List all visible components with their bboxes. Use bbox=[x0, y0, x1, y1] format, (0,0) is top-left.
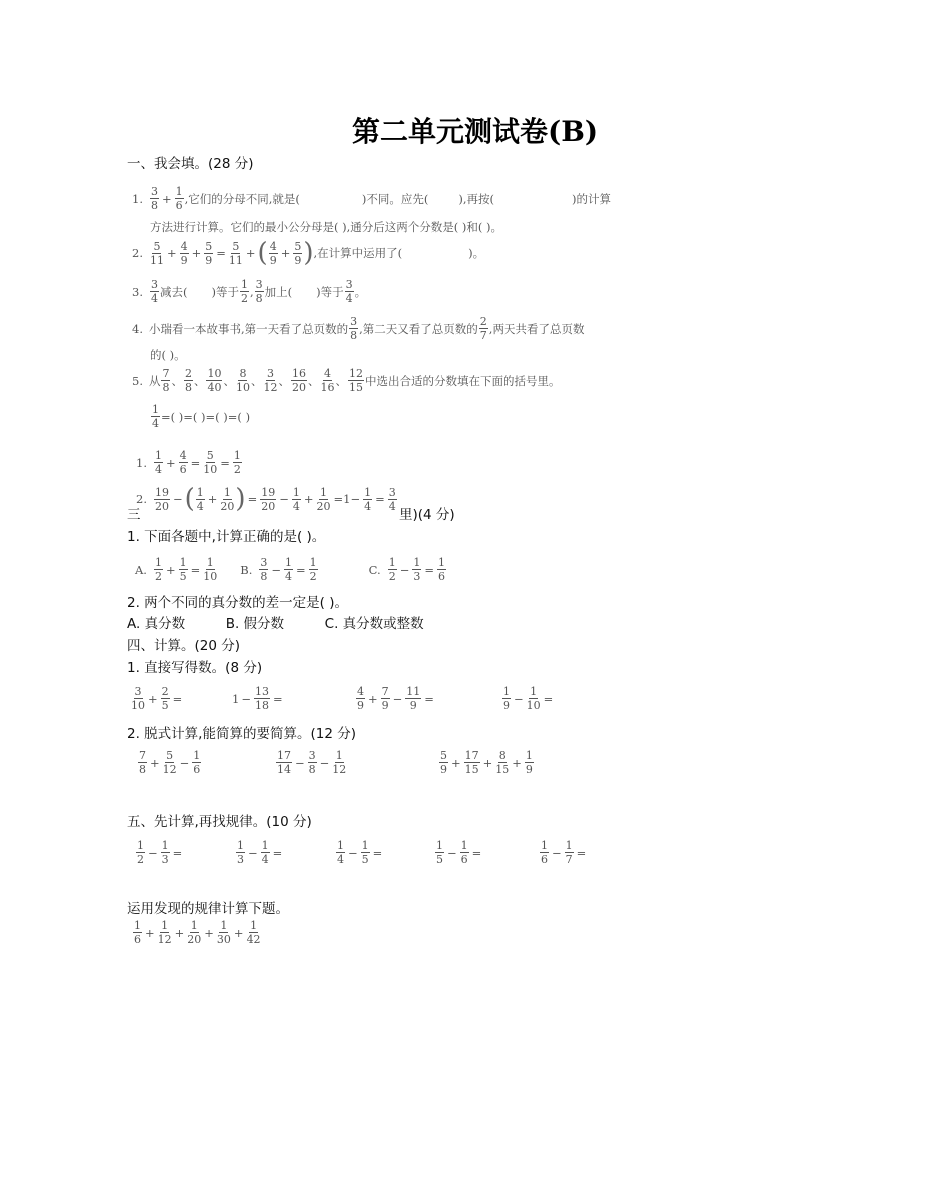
section-3-heading-tail: 里)(4 分) bbox=[399, 507, 455, 523]
option-c-label: C. bbox=[368, 562, 381, 577]
direct-calc-1: 3 10 + $\frac{2}{5}$ = bbox=[131, 685, 183, 712]
judge-item-2: 2. 19 20 − ( 1 4 + $\frac{1}{20}$ ) = $\frac{19}{20}$ − $\frac{1}{4}$ + $\frac{1}{20}$ =1− $\frac{1}{4}$ = $\frac{3}{4}$ bbox=[136, 484, 396, 514]
pattern-sum: 1 6 + $\frac{1}{12}$ + $\frac{1}{20}$ + $\frac{1}{30}$ + $\frac{1}{42}$ bbox=[134, 919, 261, 946]
direct-calc-4: 1 9 − $\frac{1}{10}$ = bbox=[503, 685, 554, 712]
fraction-option: 16 20 bbox=[291, 367, 306, 394]
step-calc-3: 5 9 + $\frac{17}{15}$ + $\frac{8}{15}$ + $\frac{1}{9}$ bbox=[440, 749, 533, 776]
fraction-list: 7 8 、 2 8 、 10 40 、 8 10 、 3 12 、 16 20 、 4 16 、 12 15 bbox=[162, 367, 363, 394]
section-3-heading-prefix: 三 bbox=[127, 507, 141, 523]
option-a: A. 真分数 bbox=[127, 616, 186, 632]
pattern-calc-4: 1 5 − $\frac{1}{6}$ = bbox=[436, 839, 482, 866]
page-title: 第二单元测试卷(B) bbox=[352, 115, 599, 148]
choice-question-1: 1. 下面各题中,计算正确的是( )。 bbox=[127, 529, 326, 545]
choice-question-2: 2. 两个不同的真分数的差一定是( )。 bbox=[127, 595, 348, 611]
pattern-calc-3: 1 4 − $\frac{1}{5}$ = bbox=[337, 839, 383, 866]
fill-question-4: 4. 小瑞看一本故事书,第一天看了总页数的 3 8 ,第二天又看了总页数的 2 7 ,两天共看了总页数 bbox=[132, 315, 585, 342]
fraction-option: 3 12 bbox=[263, 367, 278, 394]
section-5-heading: 五、先计算,再找规律。(10 分) bbox=[127, 814, 312, 830]
judge-item-1: 1. 1 4 + $\frac{4}{6}$ = $\frac{5}{10}$ = $\frac{1}{2}$ bbox=[136, 449, 241, 476]
section-1-heading: 一、我会填。(28 分) bbox=[127, 156, 254, 172]
choice-question-2-options bbox=[127, 612, 424, 632]
question-number: 1. bbox=[132, 191, 143, 206]
option-b-label: B. bbox=[240, 562, 253, 577]
fill-question-4-line-2: 的( )。 bbox=[150, 348, 186, 362]
fraction: 3 8 bbox=[150, 185, 158, 212]
fill-question-2: 2. 5 11 + $\frac{4}{9}$ + $\frac{5}{9}$ = $\frac{5}{11}$ + ( 4 9 + $\frac{5}{9}$ ) ,在计算中运用了( )。 bbox=[132, 238, 485, 268]
direct-calc-2: 1 − $\frac{13}{18}$ = bbox=[232, 685, 283, 712]
fill-question-5-equation: $\frac{1}{4}$ =( )=( )=( )=( ) bbox=[152, 403, 251, 430]
section-4-heading: 四、计算。(20 分) bbox=[127, 638, 241, 654]
calc-sub-2: 2. 脱式计算,能简算的要简算。(12 分) bbox=[127, 726, 356, 742]
fraction-option: 2 8 bbox=[184, 367, 192, 394]
fill-question-1: 1. 3 8 + $\frac{1}{6}$ ,它们的分母不同,就是( )不同。应先( ),再按( )的计算 bbox=[132, 185, 612, 212]
fraction-option: 8 10 bbox=[235, 367, 250, 394]
fill-question-5: 5. 从 7 8 、 2 8 、 10 40 、 8 10 、 3 12 、 16 20 、 4 16 、 12 15 中选出合适的分数填在下面的括号里。 bbox=[132, 367, 561, 394]
fraction-option: 12 15 bbox=[348, 367, 363, 394]
pattern-calc-5: 1 6 − $\frac{1}{7}$ = bbox=[541, 839, 587, 866]
fraction-option: 7 8 bbox=[162, 367, 170, 394]
pattern-calc-2: 1 3 − $\frac{1}{4}$ = bbox=[237, 839, 283, 866]
step-calc-1: 7 8 + $\frac{5}{12}$ − $\frac{1}{6}$ bbox=[139, 749, 201, 776]
calc-sub-1: 1. 直接写得数。(8 分) bbox=[127, 660, 263, 676]
option-b: B. 假分数 bbox=[225, 616, 285, 632]
fraction-option: 10 40 bbox=[207, 367, 222, 394]
choice-question-1-options: A. 1 2 + $\frac{1}{5}$ = $\frac{1}{10}$ B. 3 8 − $\frac{1}{4}$ = $\frac{1}{2}$ C. 1 2 − $\frac{1}{3}$ = $\frac{1}{6}$ bbox=[135, 556, 445, 583]
pattern-note: 运用发现的规律计算下题。 bbox=[127, 901, 289, 917]
fraction-option: 4 16 bbox=[320, 367, 335, 394]
fill-question-1-line-2: 方法进行计算。它们的最小公分母是( ),通分后这两个分数是( )和( )。 bbox=[150, 220, 503, 234]
step-calc-2: 17 14 − $\frac{3}{8}$ − $\frac{1}{12}$ bbox=[277, 749, 347, 776]
direct-calc-3: 4 9 + $\frac{7}{9}$ − $\frac{11}{9}$ = bbox=[357, 685, 434, 712]
pattern-calc-1: 1 2 − $\frac{1}{3}$ = bbox=[137, 839, 183, 866]
option-a-label: A. bbox=[135, 562, 147, 577]
fill-question-3: 3. 3 4 减去( )等于 1 2 , 3 8 加上( )等于 3 4 。 bbox=[132, 278, 367, 305]
option-c: C. 真分数或整数 bbox=[324, 616, 424, 632]
fraction: $\frac{1}{6}$ bbox=[175, 185, 183, 212]
